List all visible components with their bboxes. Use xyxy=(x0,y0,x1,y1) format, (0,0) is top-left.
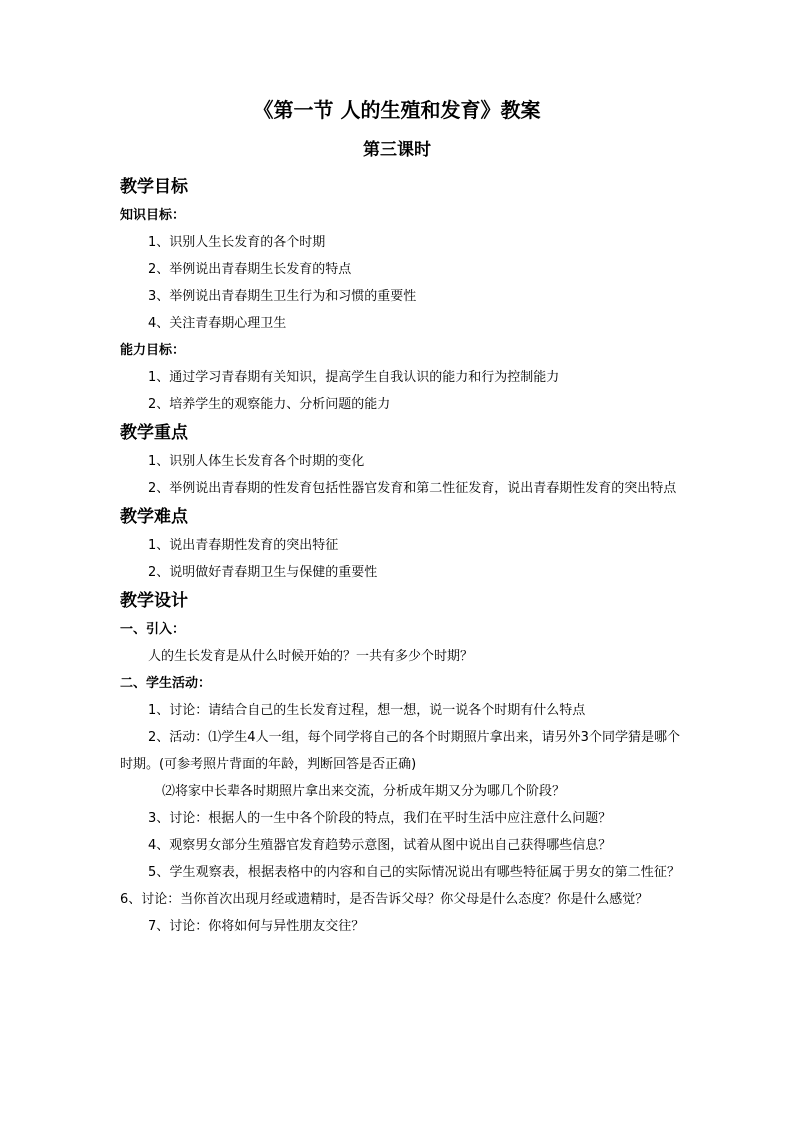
key-point-item-2: 2、举例说出青春期的性发育包括性器官发育和第二性征发育，说出青春期性发育的突出特点 xyxy=(148,481,677,496)
label-activities: 二、学生活动： xyxy=(120,676,212,691)
activity-item-7: 7、讨论：你将如何与异性朋友交往？ xyxy=(148,919,365,934)
label-knowledge-objectives: 知识目标： xyxy=(120,208,186,223)
key-point-item-1: 1、识别人体生长发育各个时期的变化 xyxy=(148,454,365,469)
knowledge-item-1: 1、识别人生长发育的各个时期 xyxy=(148,235,326,250)
document-body xyxy=(120,172,680,940)
ability-item-1: 1、通过学习青春期有关知识，提高学生自我认识的能力和行为控制能力 xyxy=(148,370,560,385)
heading-key-points: 教学重点 xyxy=(120,423,188,443)
activity-item-5-6: 5、学生观察表，根据表格中的内容和自己的实际情况说出有哪些特征属于男女的第二性征？6、讨论：当你首次出现月经或遗精时，是否告诉父母？你父母是什么态度？你是什么感觉？ xyxy=(120,865,680,907)
activity-item-1: 1、讨论：请结合自己的生长发育过程，想一想，说一说各个时期有什么特点 xyxy=(148,703,586,718)
activity-item-2-sub: ⑵将家中长辈各时期照片拿出来交流，分析成年期又分为哪几个阶段？ xyxy=(162,784,566,799)
heading-difficulties: 教学难点 xyxy=(120,507,188,527)
heading-objectives: 教学目标 xyxy=(120,177,188,197)
intro-text: 人的生长发育是从什么时候开始的？一共有多少个时期？ xyxy=(148,649,474,664)
document-title: 《第一节 人的生殖和发育》教案 xyxy=(253,98,541,122)
label-ability-objectives: 能力目标： xyxy=(120,343,186,358)
label-intro: 一、引入： xyxy=(120,622,186,637)
activity-item-3: 3、讨论：根据人的一生中各个阶段的特点，我们在平时生活中应注意什么问题？ xyxy=(148,811,612,826)
activity-item-4: 4、观察男女部分生殖器官发育趋势示意图，试着从图中说出自己获得哪些信息？ xyxy=(148,838,612,853)
difficulty-item-2: 2、说明做好青春期卫生与保健的重要性 xyxy=(148,565,378,580)
ability-item-2: 2、培养学生的观察能力、分析问题的能力 xyxy=(148,397,391,412)
heading-design: 教学设计 xyxy=(120,591,188,611)
knowledge-item-4: 4、关注青春期心理卫生 xyxy=(148,316,287,331)
difficulty-item-1: 1、说出青春期性发育的突出特征 xyxy=(148,538,339,553)
knowledge-item-3: 3、举例说出青春期生卫生行为和习惯的重要性 xyxy=(148,289,417,304)
document-subtitle: 第三课时 xyxy=(363,140,431,160)
knowledge-item-2: 2、举例说出青春期生长发育的特点 xyxy=(148,262,352,277)
activity-item-2: 2、活动：⑴学生4人一组，每个同学将自己的各个时期照片拿出来，请另外3个同学猜是哪个时期。(可参考照片背面的年龄，判断回答是否正确) xyxy=(120,730,680,772)
